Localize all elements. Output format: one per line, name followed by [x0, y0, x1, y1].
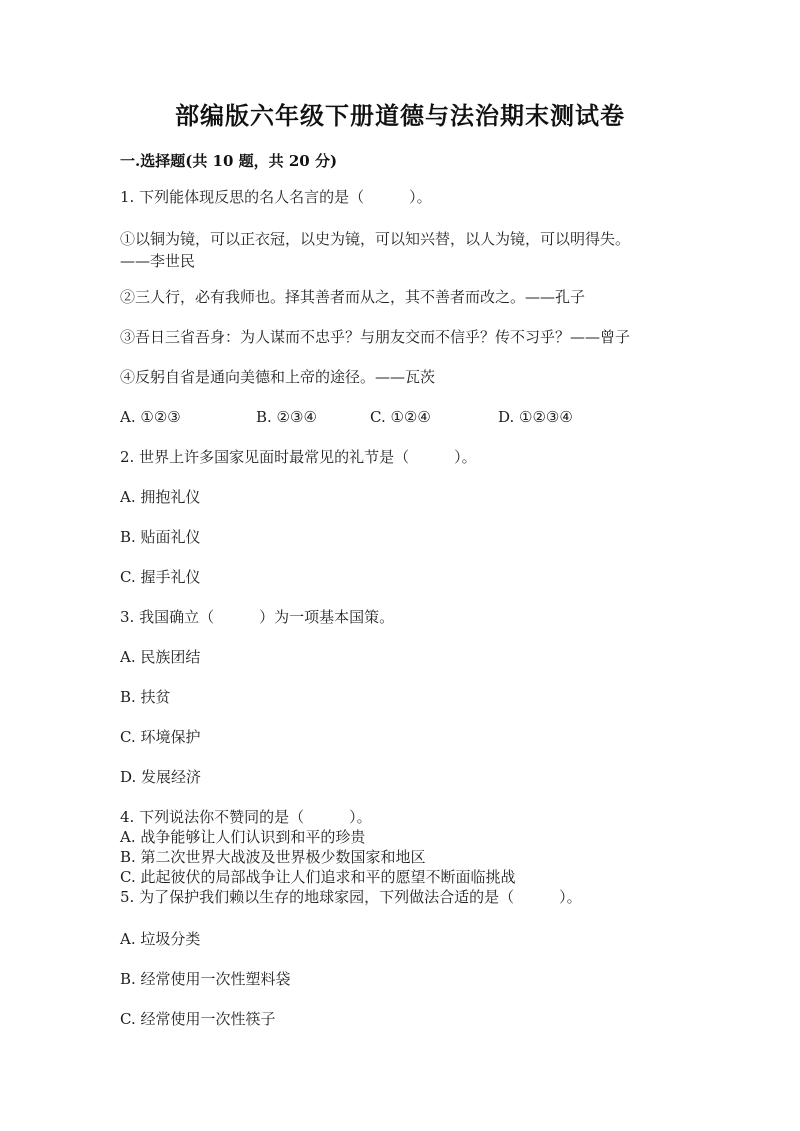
q3-option-b: B. 扶贫 — [120, 688, 171, 706]
q1-statement-4: ④反躬自省是通向美德和上帝的途径。——瓦茨 — [120, 368, 436, 386]
q4-option-c: C. 此起彼伏的局部战争让人们追求和平的愿望不断面临挑战 — [120, 868, 516, 886]
q1-option-d: D. ①②③④ — [498, 408, 573, 426]
q4-option-a: A. 战争能够让人们认识到和平的珍贵 — [120, 828, 366, 846]
q4-option-b: B. 第二次世界大战波及世界极少数国家和地区 — [120, 848, 426, 866]
q4-stem: 4. 下列说法你不赞同的是（ ）。 — [120, 808, 372, 826]
q3-option-a: A. 民族团结 — [120, 648, 201, 666]
q1-stem: 1. 下列能体现反思的名人名言的是（ ）。 — [120, 188, 432, 206]
q2-option-c: C. 握手礼仪 — [120, 568, 201, 586]
q5-stem: 5. 为了保护我们赖以生存的地球家园，下列做法合适的是（ ）。 — [120, 888, 582, 906]
q2-option-a: A. 拥抱礼仪 — [120, 488, 201, 506]
q1-statement-1: ①以铜为镜，可以正衣冠，以史为镜，可以知兴替，以人为镜，可以明得失。 — [120, 230, 631, 248]
exam-title: 部编版六年级下册道德与法治期末测试卷 — [175, 101, 625, 130]
section-heading: 一.选择题(共 10 题，共 20 分) — [120, 152, 338, 170]
q3-option-c: C. 环境保护 — [120, 728, 201, 746]
q1-statement-3: ③吾日三省吾身：为人谋而不忠乎？与朋友交而不信乎？传不习乎？——曾子 — [120, 328, 631, 346]
q2-stem: 2. 世界上许多国家见面时最常见的礼节是（ ）。 — [120, 448, 477, 466]
q5-option-c: C. 经常使用一次性筷子 — [120, 1010, 276, 1028]
q3-option-d: D. 发展经济 — [120, 768, 202, 786]
q1-option-a: A. ①②③ — [120, 408, 181, 426]
q5-option-a: A. 垃圾分类 — [120, 930, 201, 948]
q5-option-b: B. 经常使用一次性塑料袋 — [120, 970, 291, 988]
q1-statement-1-attribution: ——李世民 — [120, 252, 196, 270]
q3-stem: 3. 我国确立（ ）为一项基本国策。 — [120, 608, 395, 626]
q2-option-b: B. 贴面礼仪 — [120, 528, 201, 546]
q1-option-c: C. ①②④ — [370, 408, 431, 426]
q1-option-b: B. ②③④ — [256, 408, 317, 426]
q1-statement-2: ②三人行，必有我师也。择其善者而从之，其不善者而改之。——孔子 — [120, 288, 586, 306]
